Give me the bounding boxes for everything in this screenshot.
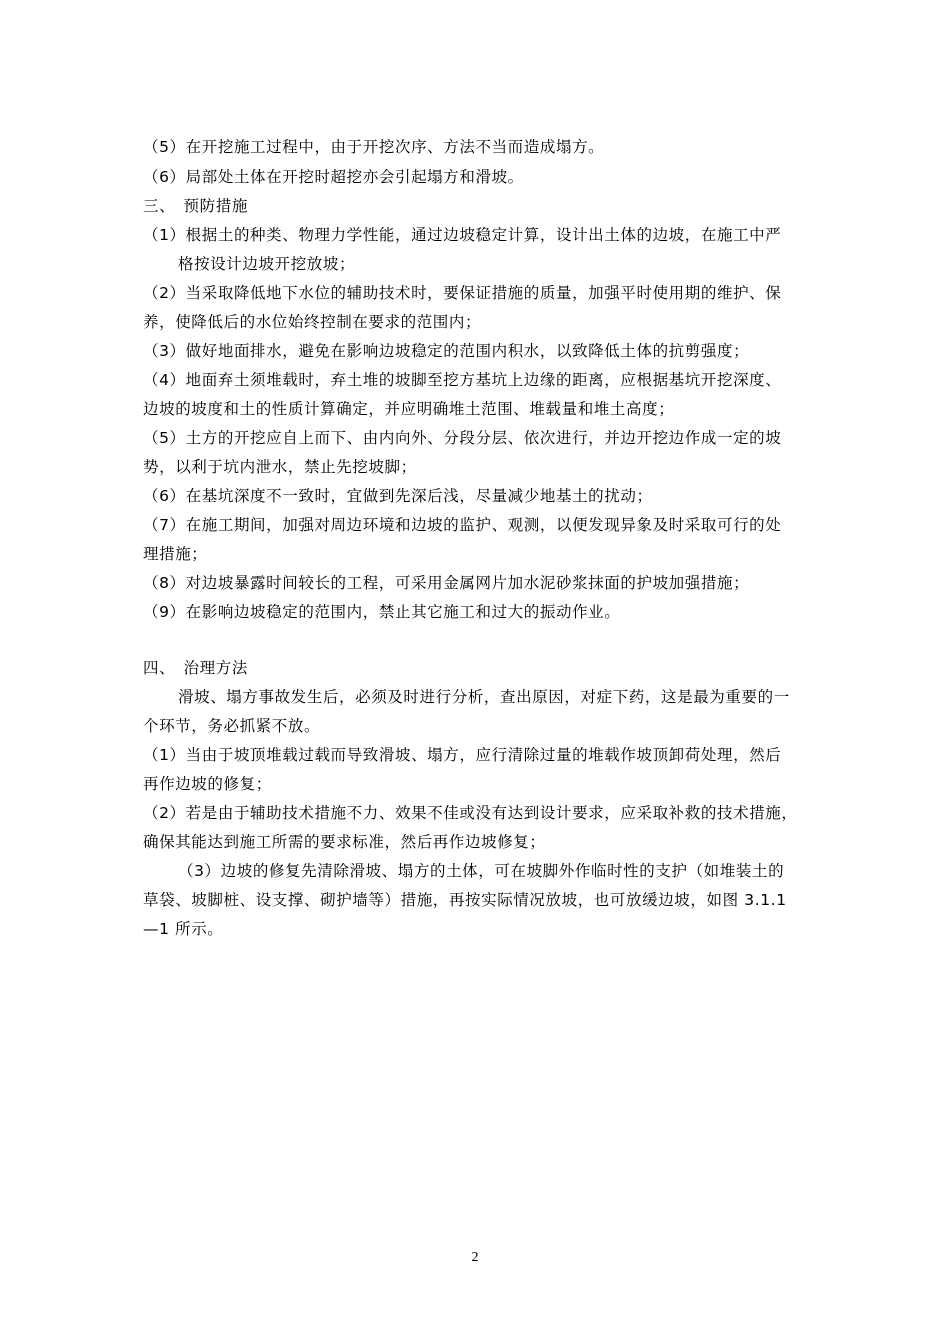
text-line: 格按设计边坡开挖放坡； [178,255,356,273]
text-line: 滑坡、塌方事故发生后，必须及时进行分析，查出原因，对症下药，这是最为重要的一 [178,688,790,706]
text-line: 势，以利于坑内泄水，禁止先挖坡脚； [143,458,417,476]
text-line: （8）对边坡暴露时间较长的工程，可采用金属网片加水泥砂浆抹面的护坡加强措施； [143,574,750,592]
text-line: （3）边坡的修复先清除滑坡、塌方的土体，可在坡脚外作临时性的支护（如堆装土的 [178,862,785,880]
text-line: （1）根据土的种类、物理力学性能，通过边坡稳定计算，设计出土体的边坡，在施工中严 [143,226,782,244]
text-line: （2）若是由于辅助技术措施不力、效果不佳或没有达到设计要求，应采取补救的技术措施， [143,804,798,822]
text-line: 个环节，务必抓紧不放。 [143,717,321,735]
text-line: （1）当由于坡顶堆载过载而导致滑坡、塌方，应行清除过量的堆载作坡顶卸荷处理，然后 [143,746,782,764]
text-line: （7）在施工期间，加强对周边环境和边坡的监护、观测，以便发现异象及时采取可行的处 [143,516,782,534]
text-line: （6）局部处土体在开挖时超挖亦会引起塌方和滑坡。 [143,168,524,186]
text-line: （2）当采取降低地下水位的辅助技术时，要保证措施的质量，加强平时使用期的维护、保 [143,284,782,302]
page-number: 2 [471,1250,479,1265]
text-line: （9）在影响边坡稳定的范围内，禁止其它施工和过大的振动作业。 [143,603,621,621]
text-line: —1 所示。 [143,920,224,938]
text-line: （6）在基坑深度不一致时，宜做到先深后浅，尽量减少地基土的扰动； [143,487,653,505]
text-line: （5）土方的开挖应自上而下、由内向外、分段分层、依次进行，并边开挖边作成一定的坡 [143,429,782,447]
text-line: （4）地面弃土须堆载时，弃土堆的坡脚至挖方基坑上边缘的距离，应根据基坑开挖深度、 [143,371,782,389]
text-line: 确保其能达到施工所需的要求标准，然后再作边坡修复； [143,833,546,851]
text-line: 草袋、坡脚桩、设支撑、砌护墙等）措施，再按实际情况放坡，也可放缓边坡，如图 3.1.1 [143,891,787,909]
text-line: 养，使降低后的水位始终控制在要求的范围内； [143,313,482,331]
text-line: 理措施； [143,545,208,563]
text-line: 边坡的坡度和土的性质计算确定，并应明确堆土范围、堆载量和堆土高度； [143,400,675,418]
section-heading: 四、 治理方法 [143,659,248,677]
text-line: （3）做好地面排水，避免在影响边坡稳定的范围内积水，以致降低土体的抗剪强度； [143,342,750,360]
text-line: （5）在开挖施工过程中，由于开挖次序、方法不当而造成塌方。 [143,138,605,156]
section-heading: 三、 预防措施 [143,197,248,215]
text-line: 再作边坡的修复； [143,775,272,793]
